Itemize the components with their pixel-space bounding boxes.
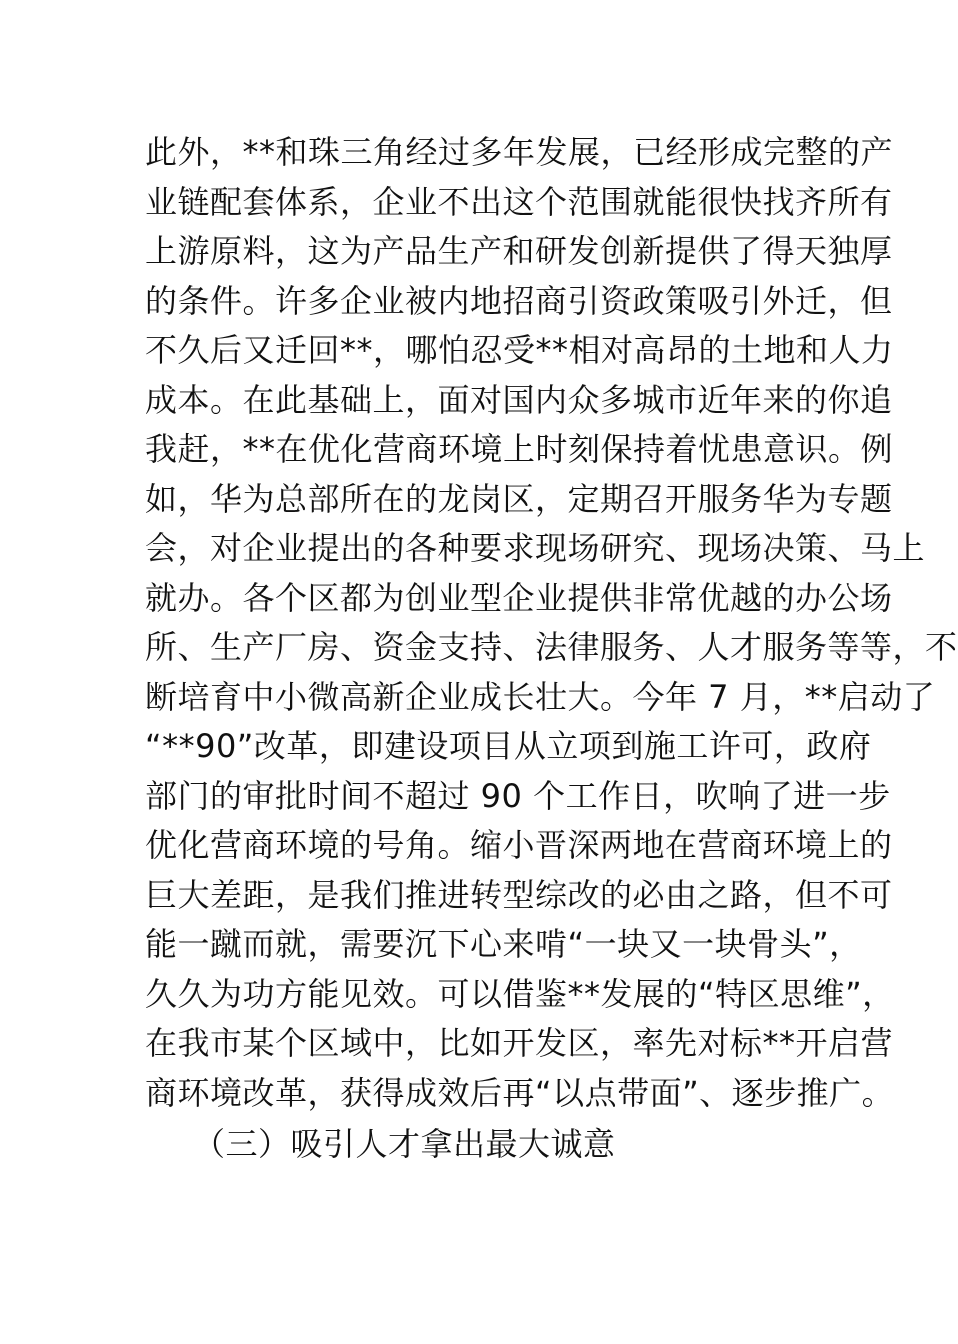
paragraph-line: 会，对企业提出的各种要求现场研究、现场决策、马上	[145, 529, 926, 567]
paragraph-line: 优化营商环境的号角。缩小晋深两地在营商环境上的	[145, 826, 893, 864]
paragraph-line: 的条件。许多企业被内地招商引资政策吸引外迁，但	[145, 281, 893, 320]
paragraph-line: “**90”改革，即建设项目从立项到施工许可，政府	[145, 727, 872, 765]
paragraph-line: 成本。在此基础上，面对国内众多城市近年来的你追	[145, 380, 893, 419]
section-heading: （三）吸引人才拿出最大诚意	[193, 1125, 616, 1163]
paragraph-line: 上游原料，这为产品生产和研发创新提供了得天独厚	[145, 232, 893, 270]
paragraph-line: 能一蹴而就，需要沉下心来啃“一块又一块骨头”，	[145, 925, 862, 963]
paragraph-line: 部门的审批时间不超过 90 个工作日，吹响了进一步	[145, 776, 891, 815]
paragraph-line: 所、生产厂房、资金支持、法律服务、人才服务等等，不	[145, 628, 958, 666]
paragraph-line: 巨大差距，是我们推进转型综改的必由之路，但不可	[145, 875, 893, 914]
paragraph-line: 我赶，**在优化营商环境上时刻保持着忧患意识。例	[145, 430, 894, 468]
paragraph-line: 商环境改革，获得成效后再“以点带面”、逐步推广。	[145, 1073, 895, 1112]
paragraph-line: 此外，**和珠三角经过多年发展，已经形成完整的产	[145, 133, 894, 171]
paragraph-line: 就办。各个区都为创业型企业提供非常优越的办公场	[145, 578, 893, 617]
paragraph-line: 久久为功方能见效。可以借鉴**发展的“特区思维”，	[145, 974, 895, 1013]
paragraph-line: 如，华为总部所在的龙岗区，定期召开服务华为专题	[145, 479, 893, 518]
paragraph-line: 不久后又迁回**，哪怕忍受**相对高昂的土地和人力	[145, 331, 894, 369]
paragraph-line: 在我市某个区域中，比如开发区，率先对标**开启营	[145, 1024, 894, 1062]
body-paragraph	[145, 128, 958, 1118]
paragraph-line: 断培育中小微高新企业成长壮大。今年 7 月，**启动了	[145, 677, 936, 716]
paragraph-line: 业链配套体系，企业不出这个范围就能很快找齐所有	[145, 182, 893, 221]
